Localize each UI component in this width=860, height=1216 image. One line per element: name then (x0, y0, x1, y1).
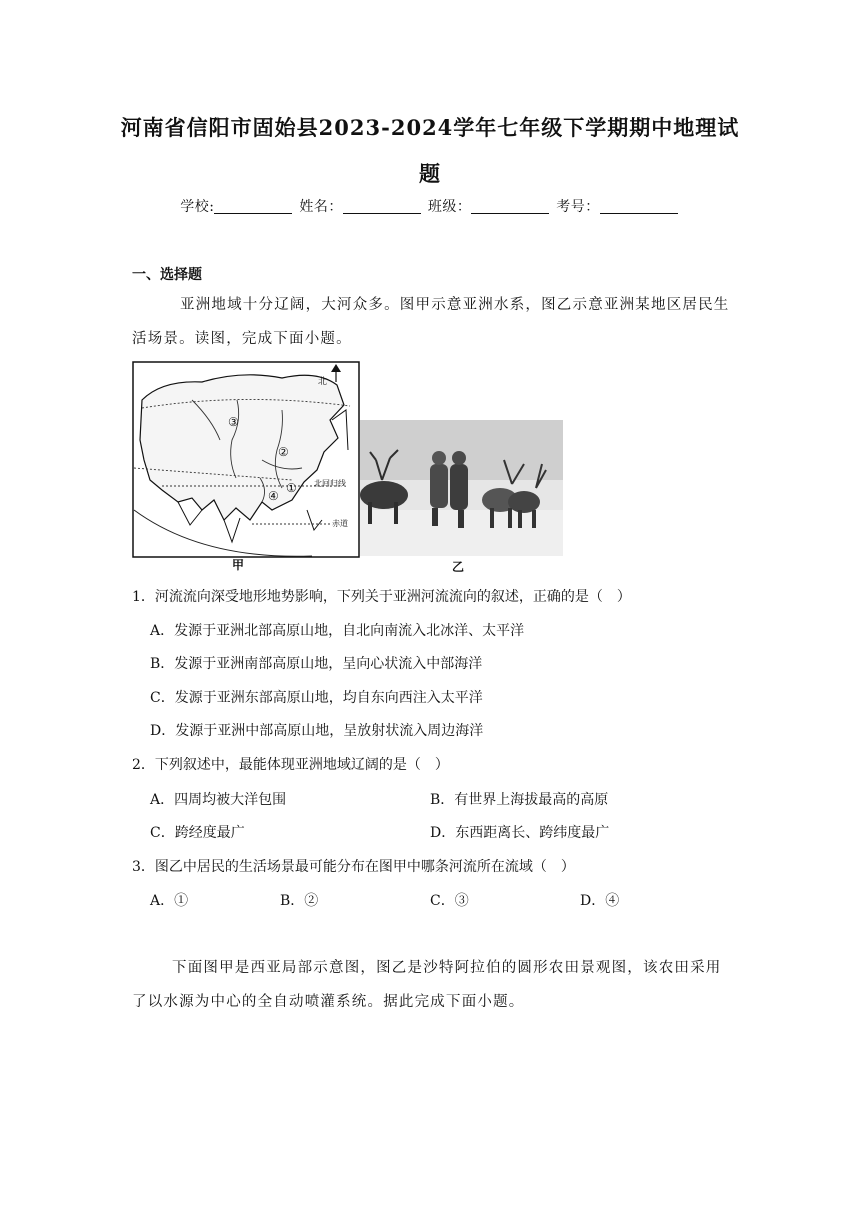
question-2-option-c[interactable]: C．跨经度最广 (150, 825, 245, 841)
equator-label: 赤道 (332, 519, 348, 528)
school-label: 学校: (180, 199, 215, 215)
river-marker-2: ② (278, 445, 289, 459)
question-1-option-d[interactable]: D．发源于亚洲中部高原山地，呈放射状流入周边海洋 (150, 723, 484, 739)
tropic-label: 北回归线 (314, 479, 346, 488)
question-2-stem: 2．下列叙述中，最能体现亚洲地域辽阔的是（ ） (132, 757, 449, 773)
asia-river-map (133, 362, 359, 557)
exam-number-label: 考号： (556, 199, 600, 215)
class-blank (471, 199, 549, 214)
figure-svg (132, 360, 572, 572)
student-info-row (0, 196, 860, 216)
question-1-option-c[interactable]: C．发源于亚洲东部高原山地，均自东向西注入太平洋 (150, 690, 483, 706)
class-label: 班级： (427, 199, 472, 215)
intro-paragraph-1: 亚洲地域十分辽阔，大河众多。图甲示意亚洲水系，图乙示意亚洲某地区居民生活场景。读图，完成下面小题。 (132, 297, 730, 347)
river-marker-4: ④ (268, 489, 279, 503)
question-1-option-a[interactable]: A．发源于亚洲北部高原山地，自北向南流入北冰洋、太平洋 (150, 623, 525, 639)
school-blank (214, 199, 292, 214)
section-heading: 一、选择题 (132, 267, 202, 283)
question-2-option-d[interactable]: D．东西距离长、跨纬度最广 (430, 825, 610, 841)
question-3-option-d[interactable]: D．④ (580, 893, 620, 909)
reindeer-photo (360, 420, 563, 556)
north-label: 北 (318, 377, 328, 387)
map-caption: 甲 (232, 558, 245, 572)
photo-caption: 乙 (452, 560, 465, 574)
river-marker-3: ③ (228, 415, 239, 429)
question-1-stem: 1．河流流向深受地形地势影响，下列关于亚洲河流流向的叙述，正确的是（ ） (132, 589, 631, 605)
name-blank (343, 199, 421, 214)
intro-paragraph-2: 下面图甲是西亚局部示意图，图乙是沙特阿拉伯的圆形农田景观图，该农田采用了以水源为中心的全自动喷灌系统。据此完成下面小题。 (132, 960, 722, 1010)
exam-title-line1: 河南省信阳市固始县2023-2024学年七年级下学期期中地理试 (120, 115, 740, 140)
river-marker-1: ① (286, 481, 297, 495)
name-label: 姓名： (299, 199, 343, 215)
question-2-option-b[interactable]: B．有世界上海拔最高的高原 (430, 792, 609, 808)
question-3-stem: 3．图乙中居民的生活场景最可能分布在图甲中哪条河流所在流域（ ） (132, 859, 575, 875)
exam-title-line2: 题 (419, 161, 441, 186)
exam-number-blank (600, 199, 678, 214)
question-1-option-b[interactable]: B．发源于亚洲南部高原山地，呈向心状流入中部海洋 (150, 656, 483, 672)
question-2-option-a[interactable]: A．四周均被大洋包围 (150, 792, 287, 808)
question-3-option-b[interactable]: B．② (280, 893, 319, 909)
figure-asia-rivers (132, 360, 572, 572)
question-3-option-c[interactable]: C．③ (430, 893, 469, 909)
question-3-option-a[interactable]: A．① (150, 893, 189, 909)
